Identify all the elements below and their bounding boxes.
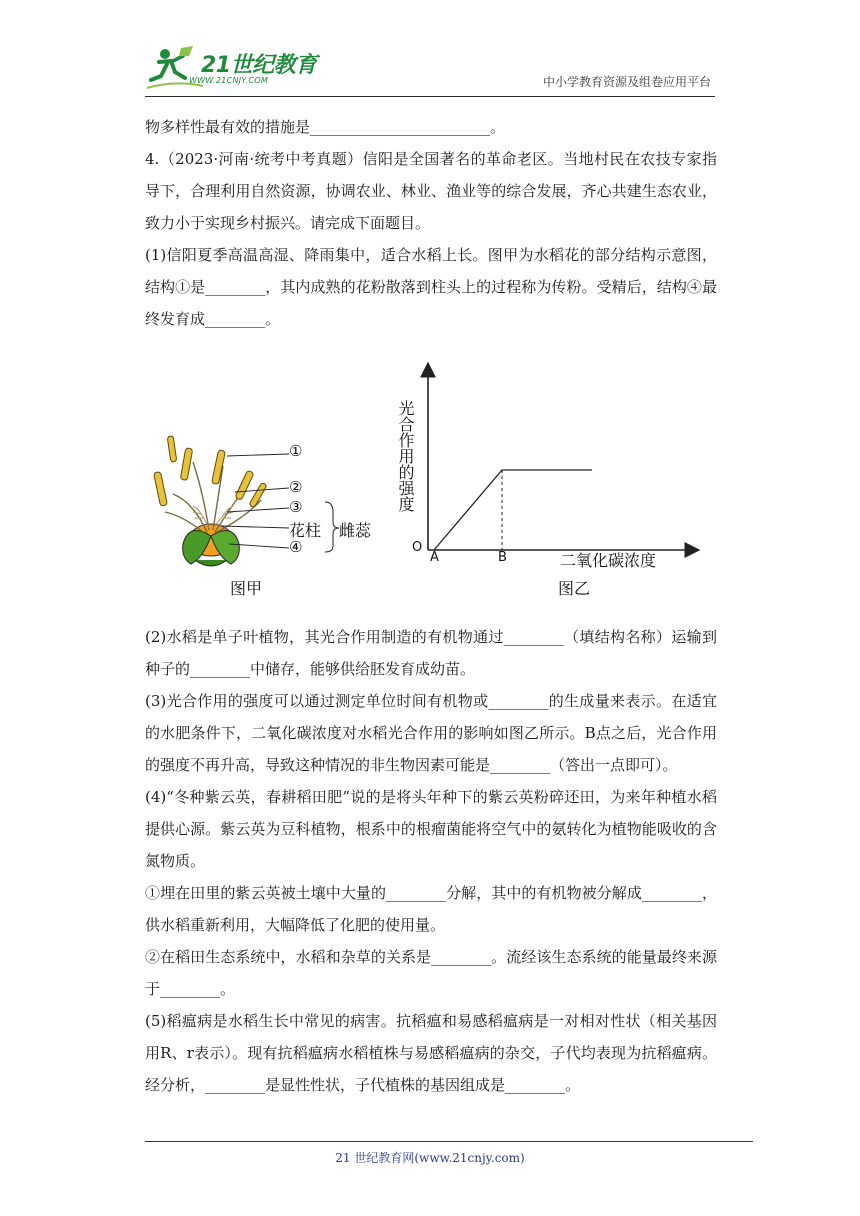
label-circled-4: ④ (289, 538, 303, 556)
question-4-part-4: (4)“冬种紫云英，春耕稻田肥”说的是将头年种下的紫云英粉碎还田，为来年种植水稻提供心源。紫云英为豆科植物，根系中的根瘤菌能将空气中的氨转化为植物能吸收的含氮物质。 (145, 788, 717, 870)
photosynthesis-curve (434, 470, 592, 550)
question-4-intro: 4.（2023·河南·统考中考真题）信阳是全国著名的革命老区。当地村民在农技专家指导下，合理利用自然资源，协调农业、林业、渔业等的综合发展，齐心共建生态农业，致力小于实现乡村振兴。请完成下面题目。 (145, 150, 717, 232)
figure-jia-rice-flower (143, 432, 383, 602)
site-logo[interactable] (145, 44, 345, 94)
photosynthesis-graph (378, 360, 708, 605)
label-style: 花柱 (289, 521, 322, 540)
logo-text: 21世纪教育 (201, 53, 317, 78)
x-axis-label: 二氧化碳浓度 (560, 551, 657, 570)
label-circled-1: ① (289, 442, 303, 460)
question-4-part-2: (2)水稻是单子叶植物，其光合作用制造的有机物通过________（填结构名称）运输到种子的________中储存，能够供给胚发育成幼苗。 (145, 628, 717, 678)
point-a-label: A (430, 550, 439, 565)
header-divider (145, 96, 715, 97)
question-4-part-4a: ①埋在田里的紫云英被土壤中大量的________分解，其中的有机物被分解成________，供水稻重新利用，大幅降低了化肥的使用量。 (145, 884, 717, 934)
question-4-part-4b: ②在稻田生态系统中，水稻和杂草的关系是________。流经该生态系统的能量最终来源于________。 (145, 948, 717, 998)
base-shape (195, 560, 227, 566)
caption-yi: 图乙 (558, 579, 591, 598)
logo-url: WWW.21CNJY.COM (189, 76, 269, 85)
anthers (154, 436, 268, 508)
point-b-label: B (498, 550, 507, 565)
page-footer (0, 1149, 860, 1166)
pistil-brace (325, 502, 339, 552)
figure-yi-graph (378, 360, 708, 605)
rice-flower-diagram (143, 432, 383, 602)
footer-divider (145, 1141, 753, 1142)
label-pistil: 雌蕊 (339, 521, 372, 540)
previous-question-tail: 物多样性最有效的措施是________________________。 (145, 118, 506, 136)
label-circled-2: ② (289, 478, 303, 496)
y-axis-label: 光合作用的强度 (396, 400, 415, 512)
question-4-part-1: (1)信阳夏季高温高湿、降雨集中，适合水稻上长。图甲为水稻花的部分结构示意图，结构①是________，其内成熟的花粉散落到柱头上的过程称为传粉。受精后，结构④最终发育成________。 (145, 246, 717, 328)
question-4-part-3: (3)光合作用的强度可以通过测定单位时间有机物或________的生成量来表示。在适宜的水肥条件下，二氧化碳浓度对水稻光合作用的影响如图乙所示。B点之后，光合作用的强度不再升高，导致这种情况的非生物因素可能是________（答出一点即可）。 (145, 692, 717, 774)
origin-label: O (412, 540, 423, 555)
text-block-bottom (145, 621, 717, 1101)
question-4-part-5: (5)稻瘟病是水稻生长中常见的病害。抗稻瘟和易感稻瘟病是一对相对性状（相关基因用R、r表示）。现有抗稻瘟病水稻植株与易感稻瘟病的杂交，子代均表现为抗稻瘟病。经分析，________是显性性状，子代植株的基因组成是________。 (145, 1012, 717, 1094)
platform-tagline: 中小学教育资源及组卷应用平台 (542, 75, 711, 89)
label-circled-3: ③ (289, 498, 303, 516)
page-header (145, 40, 715, 96)
caption-jia: 图甲 (230, 579, 263, 598)
footer-link[interactable]: 21 世纪教育网(www.21cnjy.com) (335, 1151, 525, 1165)
text-block-top (145, 111, 717, 335)
